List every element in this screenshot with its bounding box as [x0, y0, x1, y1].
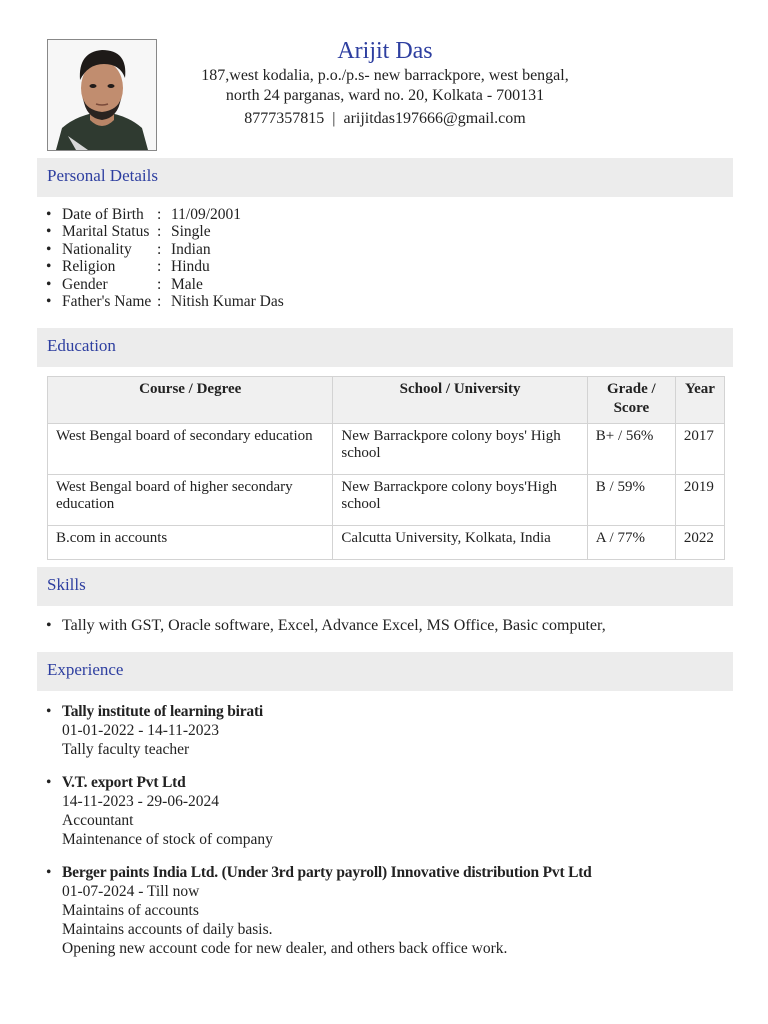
table-row [48, 475, 725, 526]
resume-header [160, 36, 610, 130]
list-item: • Tally with GST, Oracle software, Excel, Advance Excel, MS Office, Basic computer, [46, 617, 606, 634]
table-row [48, 424, 725, 475]
phone-number: 8777357815 [244, 110, 325, 127]
table-cell: West Bengal board of higher secondary education [48, 475, 333, 526]
table-row [48, 526, 725, 560]
list-item: • Date of Birth : 11/09/2001 [46, 206, 242, 223]
table-cell: B.com in accounts [48, 526, 333, 560]
list-item: • Gender : Male [46, 275, 203, 293]
table-cell: 2017 [675, 424, 724, 475]
table-cell: A / 77% [587, 526, 675, 560]
table-cell: 2022 [675, 526, 724, 560]
education-table [47, 376, 725, 560]
list-item: • V.T. export Pvt Ltd 14-11-2023 - 29-06-2024 Accountant Maintenance of stock of company [42, 773, 592, 849]
table-cell: B / 59% [587, 475, 675, 526]
company-name: Tally institute of learning birati [62, 703, 264, 720]
personal-details-list [42, 206, 284, 310]
table-cell: 2019 [675, 475, 724, 526]
address-line-1: 187,west kodalia, p.o./p.s- new barrackpore, west bengal, [201, 67, 569, 84]
table-cell: New Barrackpore colony boys' High school [333, 424, 587, 475]
skills-list [42, 617, 606, 635]
company-name: Berger paints India Ltd. (Under 3rd party payroll) Innovative distribution Pvt Ltd [62, 864, 592, 881]
list-item: • Tally institute of learning birati 01-01-2022 - 14-11-2023 Tally faculty teacher [42, 702, 592, 759]
section-education: Education [37, 328, 733, 367]
column-header: Grade / Score [587, 377, 675, 424]
column-header: Course / Degree [48, 377, 333, 424]
job-detail: Tally faculty teacher [62, 741, 190, 758]
company-name: V.T. export Pvt Ltd [62, 774, 186, 791]
candidate-name: Arijit Das [337, 38, 433, 64]
job-dates: 01-01-2022 - 14-11-2023 [62, 722, 219, 739]
list-item: • Nationality : Indian [46, 240, 211, 258]
list-item: • Religion : Hindu [46, 258, 210, 276]
address-line-2: north 24 parganas, ward no. 20, Kolkata - 700131 [225, 87, 545, 104]
experience-list [42, 702, 592, 972]
column-header: Year [675, 377, 724, 424]
job-detail: Opening new account code for new dealer, and others back office work. [62, 940, 508, 957]
table-header-row [48, 377, 725, 424]
table-cell: New Barrackpore colony boys'High school [333, 475, 587, 526]
job-dates: 14-11-2023 - 29-06-2024 [62, 793, 219, 810]
profile-photo [47, 39, 157, 151]
job-detail: Accountant [62, 812, 134, 829]
column-header: School / University [333, 377, 587, 424]
table-cell: B+ / 56% [587, 424, 675, 475]
list-item: • Marital Status : Single [46, 223, 211, 241]
job-detail: Maintenance of stock of company [62, 831, 273, 848]
job-detail: Maintains accounts of daily basis. [62, 921, 273, 938]
section-skills: Skills [37, 567, 733, 606]
list-item: • Father's Name : Nitish Kumar Das [46, 292, 284, 310]
contact-separator: | [332, 110, 336, 127]
job-detail: Maintains of accounts [62, 902, 199, 919]
section-experience: Experience [37, 652, 733, 691]
section-personal-details: Personal Details [37, 158, 733, 197]
contact-line [160, 108, 610, 130]
table-cell: Calcutta University, Kolkata, India [333, 526, 587, 560]
list-item: • Berger paints India Ltd. (Under 3rd party payroll) Innovative distribution Pvt Ltd 01-07-2024 - Till now Maintains of accounts Maintains accounts of daily basis. Opening new account code for new dealer, and others back office work. [46, 864, 592, 957]
email-address: arijitdas197666@gmail.com [343, 110, 526, 127]
job-dates: 01-07-2024 - Till now [62, 883, 200, 900]
table-cell: West Bengal board of secondary education [48, 424, 333, 475]
